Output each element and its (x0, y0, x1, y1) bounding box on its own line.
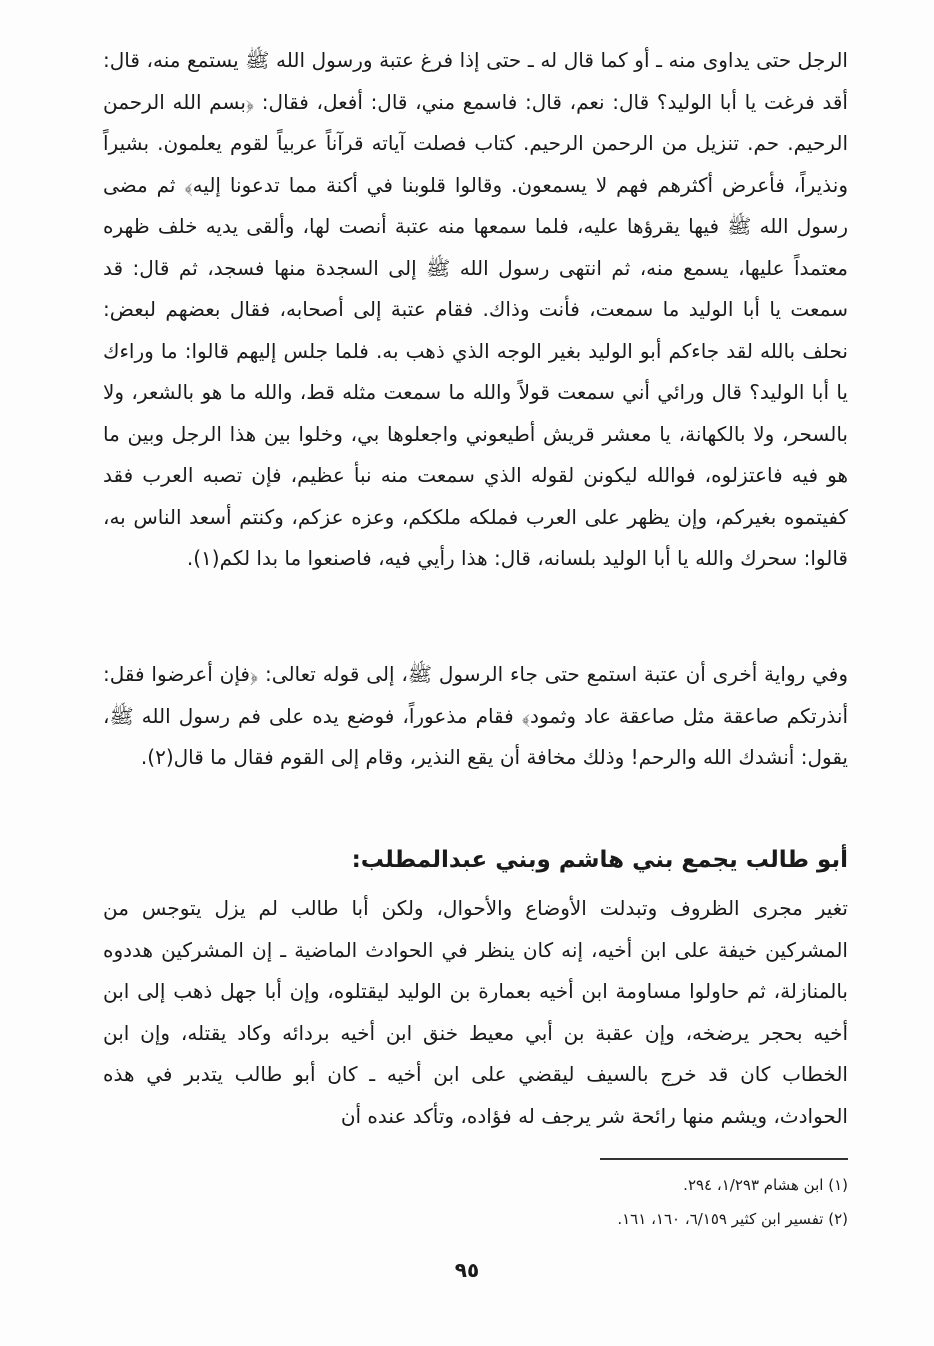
paragraph-text: تغير مجرى الظروف وتبدلت الأوضاع والأحوال، ولكن أبا طالب لم يزل يتوجس من المشركين خيفة على ابن أخيه، إنه كان ينظر في الحوادث الماضية ـ إن المشركين هددوه بالمنازلة، ثم حاولوا مساومة ابن أخيه بعمارة بن الوليد ليقتلوه، وإن أبا جهل ذهب إلى ابن أخيه بحجر يرضخه، وإن عقبة بن أبي معيط خنق ابن أخيه بردائه وكاد يقتله، وإن ابن الخطاب كان قد خرج بالسيف ليقضي على ابن أخيه ـ كان أبو طالب يتدبر في هذه الحوادث، ويشم منها رائحة شر يرجف له فؤاده، وتأكد عنده أن (103, 896, 848, 1128)
footnotes (103, 1168, 848, 1236)
paragraph-another-narration (103, 654, 848, 779)
paragraph-utba-listens (103, 40, 848, 580)
footnote-2: (٢) تفسير ابن كثير ٦/١٥٩، ١٦٠، ١٦١. (617, 1210, 848, 1228)
footnote-1: (١) ابن هشام ١/٢٩٣، ٢٩٤. (683, 1176, 848, 1194)
footnote-divider (600, 1158, 848, 1160)
paragraph-text: وفي رواية أخرى أن عتبة استمع حتى جاء الرسول ﷺ، إلى قوله تعالى: ﴿فإن أعرضوا فقل: أنذرتكم صاعقة مثل صاعقة عاد وثمود﴾ فقام مذعوراً، فوضع يده على فم رسول الله ﷺ، يقول: أنشدك الله والرحم! وذلك مخافة أن يقع النذير، وقام إلى القوم فقال ما قال(٢). (103, 662, 848, 769)
paragraph-text: الرجل حتى يداوى منه ـ أو كما قال له ـ حتى إذا فرغ عتبة ورسول الله ﷺ يستمع منه، قال: أقد فرغت يا أبا الوليد؟ قال: نعم، قال: فاسمع مني، قال: أفعل، فقال: ﴿بسم الله الرحمن الرحيم. حم. تنزيل من الرحمن الرحيم. كتاب فصلت آياته قرآناً عربياً لقوم يعلمون. بشيراً ونذيراً، فأعرض أكثرهم فهم لا يسمعون. وقالوا قلوبنا في أكنة مما تدعونا إليه﴾ ثم مضى رسول الله ﷺ فيها يقرؤها عليه، فلما سمعها منه عتبة أنصت لها، وألقى يديه خلف ظهره معتمداً عليها، يسمع منه، ثم انتهى رسول الله ﷺ إلى السجدة منها فسجد، ثم قال: قد سمعت يا أبا الوليد ما سمعت، فأنت وذاك. فقام عتبة إلى أصحابه، فقال بعضهم لبعض: نحلف بالله لقد جاءكم أبو الوليد بغير الوجه الذي ذهب به. فلما جلس إليهم قالوا: ما وراءك يا أبا الوليد؟ قال ورائي أني سمعت قولاً والله ما سمعت مثله قط، والله ما هو بالشعر، ولا بالسحر، ولا بالكهانة، يا معشر قريش أطيعوني واجعلوها بي، وخلوا بين هذا الرجل وبين ما هو فيه فاعتزلوه، فوالله ليكونن لقوله الذي سمعت منه نبأ عظيم، فإن تصبه العرب فقد كفيتموه بغيركم، وإن يظهر على العرب فملكه ملككم، وعزه عزكم، وكنتم أسعد الناس به، قالوا: سحرك والله يا أبا الوليد بلسانه، قال: هذا رأيي فيه، فاصنعوا ما بدا لكم(١). (103, 48, 848, 570)
paragraph-abu-talib (103, 888, 848, 1137)
section-heading: أبو طالب يجمع بني هاشم وبني عبدالمطلب: (351, 847, 848, 873)
page-number: ٩٥ (454, 1258, 480, 1282)
